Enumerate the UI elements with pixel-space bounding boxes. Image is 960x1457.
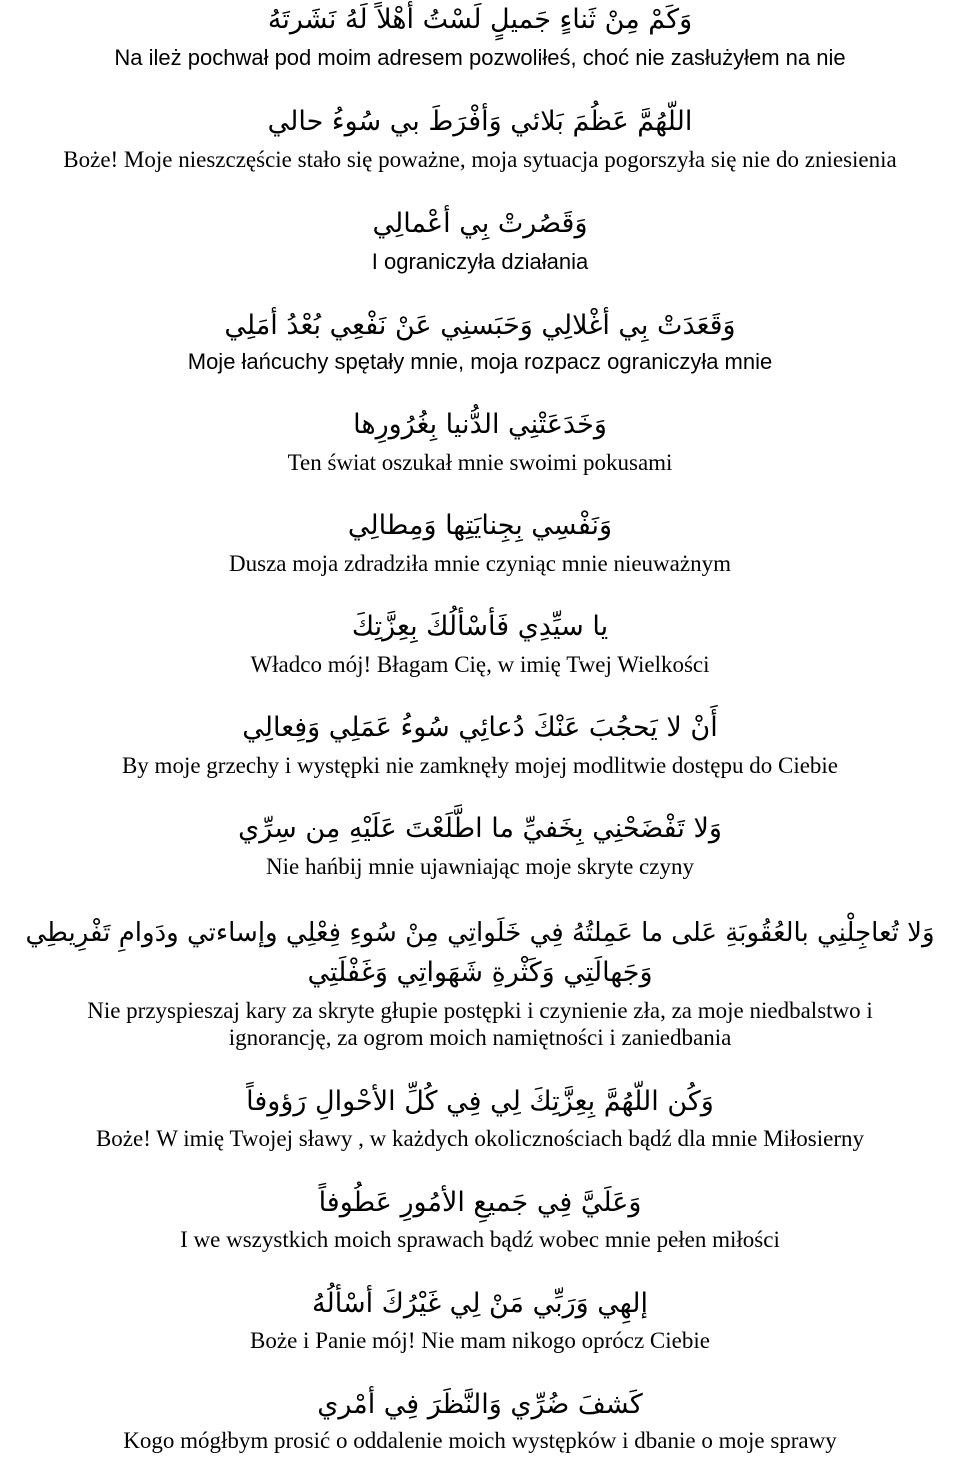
verse-3-arabic: وَقَصُرتْ بِي أعْمالِي — [372, 208, 588, 239]
verse-7-polish: Władco mój! Błagam Cię, w imię Twej Wielkości — [250, 652, 710, 677]
verse-6-arabic: وَنَفْسِي بِجِنايَتِها وَمِطالِي — [347, 510, 613, 541]
verse-13-polish: Boże i Panie mój! Nie mam nikogo oprócz Ciebie — [250, 1328, 710, 1353]
verse-9-arabic: وَلا تَفْضَحْنِي بِخَفيِّ ما اطَّلَعْتَ عَلَيْهِ مِن سِرِّي — [238, 813, 722, 844]
verse-14-polish: Kogo mógłbym prosić o oddalenie moich występków i dbanie o moje sprawy — [123, 1428, 837, 1453]
verse-8-arabic: أَنْ لا يَحجُبَ عَنْكَ دُعائِي سُوءُ عَمَلِي وَفِعالِي — [242, 712, 718, 743]
verse-11-arabic: وَكُن اللّهُمَّ بِعِزَّتِكَ لِي فِي كُلِّ الأحْوالِ رَؤوفاً — [246, 1086, 714, 1117]
verse-9-polish: Nie hańbij mnie ujawniając moje skryte czyny — [266, 854, 694, 879]
verse-6-polish: Dusza moja zdradziła mnie czyniąc mnie nieuważnym — [229, 551, 731, 576]
verse-12-arabic: وَعَلَيَّ فِي جَميعِ الأمُورِ عَطُوفاً — [318, 1187, 642, 1218]
verse-8-polish: By moje grzechy i występki nie zamknęły mojej modlitwie dostępu do Ciebie — [121, 753, 839, 778]
verse-2-polish: Boże! Moje nieszczęście stało się poważne, moja sytuacja pogorszyła się nie do zniesienia — [63, 147, 897, 172]
verse-11-polish: Boże! W imię Twojej sławy , w każdych okolicznościach bądź dla mnie Miłosierny — [95, 1126, 865, 1151]
verse-14-arabic: كَشفَ ضُرِّي وَالنَّظَرَ فِي أمْري — [317, 1389, 643, 1420]
verse-1-arabic: وَكَمْ مِنْ ثَناءٍ جَميلٍ لَسْتُ أَهْلاً لَهُ نَشَرتَهُ — [267, 4, 693, 35]
verse-13-arabic: إلهِي وَرَبِّي مَنْ لِي غَيْرُكَ أسْألُهُ — [312, 1288, 648, 1319]
verse-1-polish: Na ileż pochwał pod moim adresem pozwoliłeś, choć nie zasłużyłem na nie — [114, 45, 846, 70]
verse-10-arabic-line-2: وَجَهالَتِي وَكَثْرةِ شَهَواتِي وَغَفْلَتِي — [307, 957, 653, 988]
verse-7-arabic: يا سيِّدِي فَأسْألُكَ بِعِزَّتِكَ — [351, 611, 609, 642]
verse-4-polish: Moje łańcuchy spętały mnie, moja rozpacz ograniczyła mnie — [187, 349, 773, 374]
verse-2-arabic: اللّهُمَّ عَظُمَ بَلائي وَأفْرَطَ بي سُوءُ حالي — [267, 106, 693, 137]
verse-10-polish-line-1: Nie przyspieszaj kary za skryte głupie postępki i czynienie zła, za moje niedbalstwo i — [87, 998, 873, 1023]
verse-5-polish: Ten świat oszukał mnie swoimi pokusami — [287, 450, 673, 475]
verse-10-polish-line-2: ignorancję, za ogrom moich namiętności i zaniedbania — [228, 1025, 732, 1050]
verse-12-polish: I we wszystkich moich sprawach bądź wobec mnie pełen miłości — [180, 1227, 780, 1252]
verse-5-arabic: وَخَدَعَتْنِي الدُّنيا بِغُرُورِها — [353, 409, 607, 440]
verse-3-polish: I ograniczyła działania — [371, 249, 589, 274]
verse-4-arabic: وَقَعَدَتْ بِي أغْلالِي وَحَبَسنِي عَنْ نَفْعِي بُعْدُ أمَلِي — [224, 310, 736, 341]
verse-10-arabic-line-1: وَلا تُعاجِلْنِي بالعُقُوبَةِ عَلى ما عَمِلتُهُ فِي خَلَواتِي مِنْ سُوءِ فِعْلِي وإساءتي ودَوامِ تَفْرِيطِي — [25, 918, 935, 948]
